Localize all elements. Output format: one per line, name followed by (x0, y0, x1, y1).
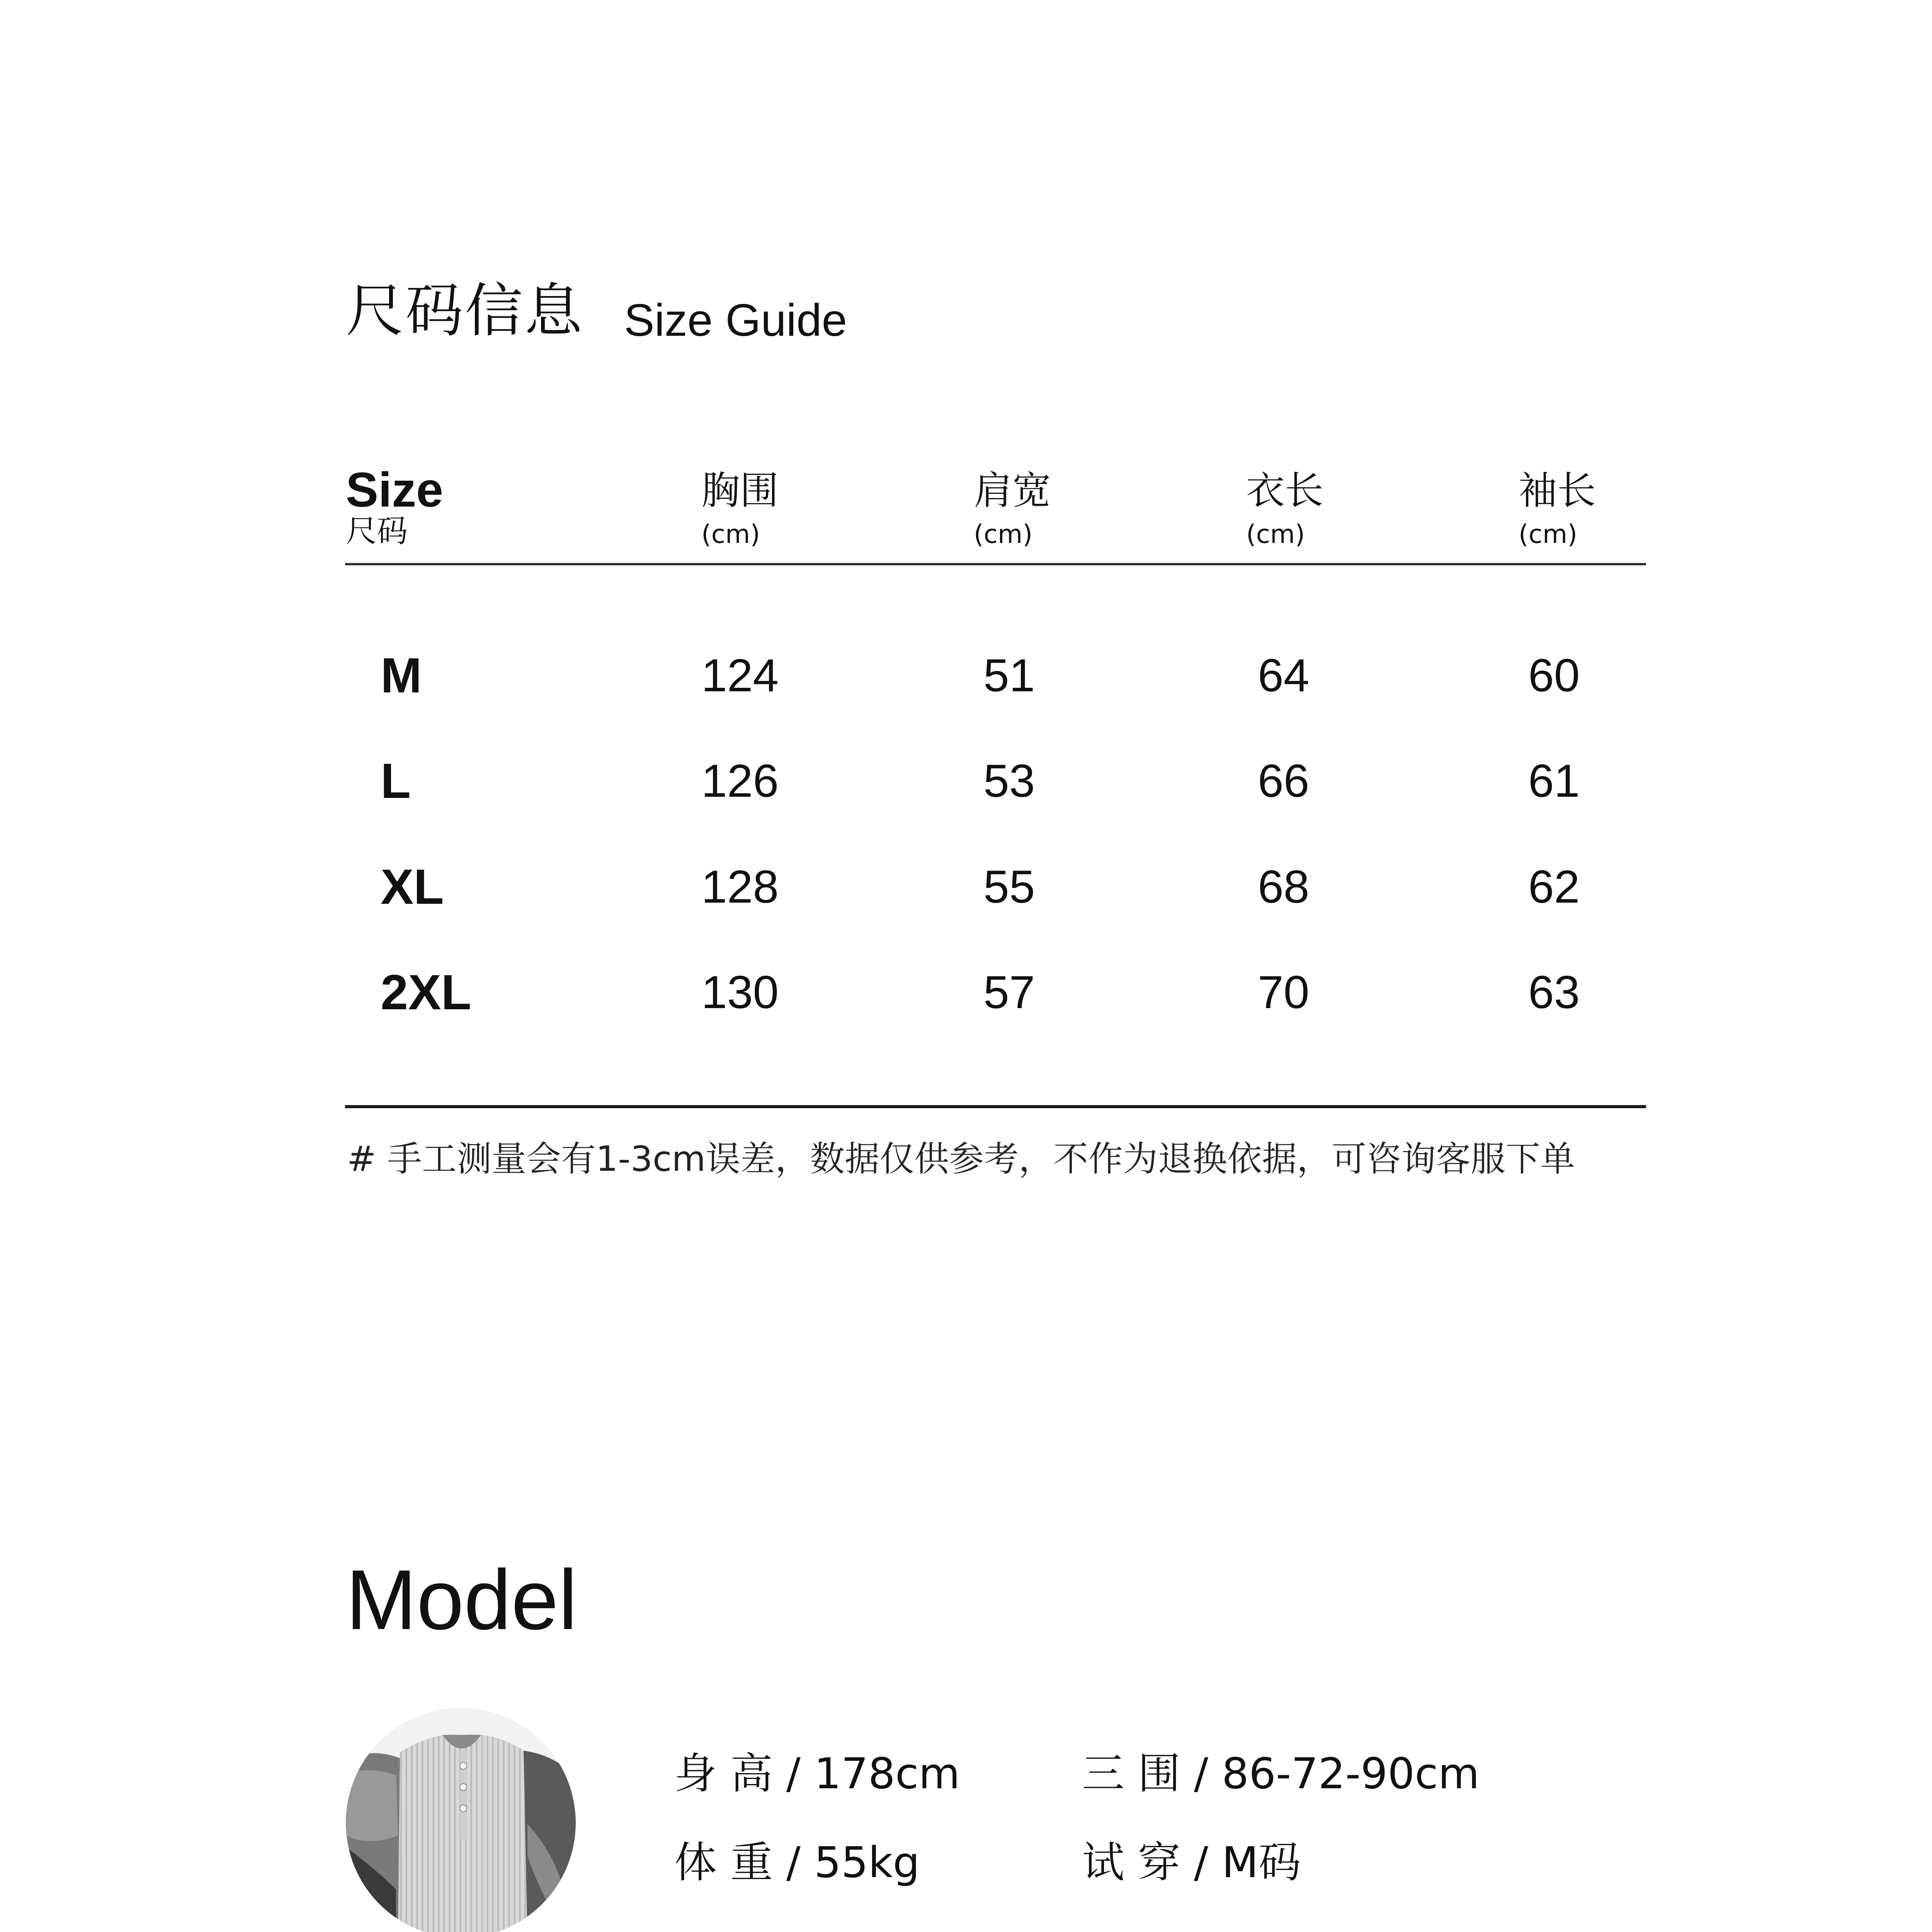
table-header-divider (345, 563, 1646, 565)
model-weight: 体 重 / 55kg (674, 1838, 920, 1887)
table-cell-sleeve: 61 (1528, 755, 1580, 807)
model-measurements: 三 围 / 86-72-90cm (1082, 1749, 1480, 1798)
table-cell-sleeve: 62 (1528, 861, 1580, 913)
table-row-size: 2XL (381, 965, 471, 1020)
column-header-sleeve: 袖长 (1519, 468, 1596, 513)
column-unit-length: (cm) (1246, 519, 1305, 549)
table-cell-length: 66 (1258, 755, 1310, 807)
table-cell-shoulder: 53 (983, 755, 1035, 807)
column-header-shoulder: 肩宽 (974, 468, 1051, 513)
table-row-size: M (381, 648, 422, 703)
column-unit-shoulder: (cm) (974, 519, 1033, 549)
table-row-size: L (381, 753, 411, 809)
table-cell-length: 70 (1258, 966, 1310, 1018)
table-cell-chest: 130 (701, 966, 779, 1018)
model-height: 身 高 / 178cm (674, 1749, 960, 1798)
model-photo-icon (346, 1708, 576, 1932)
table-cell-shoulder: 55 (983, 861, 1035, 913)
table-bottom-divider (345, 1105, 1646, 1108)
table-cell-chest: 124 (701, 650, 779, 701)
table-cell-chest: 128 (701, 861, 779, 913)
table-cell-shoulder: 57 (983, 966, 1035, 1018)
column-header-length: 衣长 (1246, 468, 1323, 513)
column-header-chest: 胸围 (701, 468, 779, 513)
page-title-en: Size Guide (624, 295, 847, 346)
measurement-note: # 手工测量会有1-3cm误差，数据仅供参考，不作为退换依据，可咨询客服下单 (347, 1139, 1575, 1179)
model-photo-avatar (346, 1708, 576, 1932)
table-cell-sleeve: 63 (1528, 966, 1580, 1018)
table-row-size: XL (381, 859, 444, 915)
table-cell-length: 64 (1258, 650, 1310, 701)
size-column-header-en: Size (346, 463, 444, 517)
model-section-title: Model (346, 1552, 578, 1647)
model-tried-size: 试 穿 / M码 (1082, 1838, 1301, 1887)
table-cell-shoulder: 51 (983, 650, 1035, 701)
page-title-cn: 尺码信息 (346, 277, 584, 345)
column-unit-sleeve: (cm) (1519, 519, 1578, 549)
column-unit-chest: (cm) (701, 519, 760, 549)
table-cell-sleeve: 60 (1528, 650, 1580, 701)
table-cell-chest: 126 (701, 755, 779, 807)
size-column-header-cn: 尺码 (346, 513, 408, 549)
table-cell-length: 68 (1258, 861, 1310, 913)
